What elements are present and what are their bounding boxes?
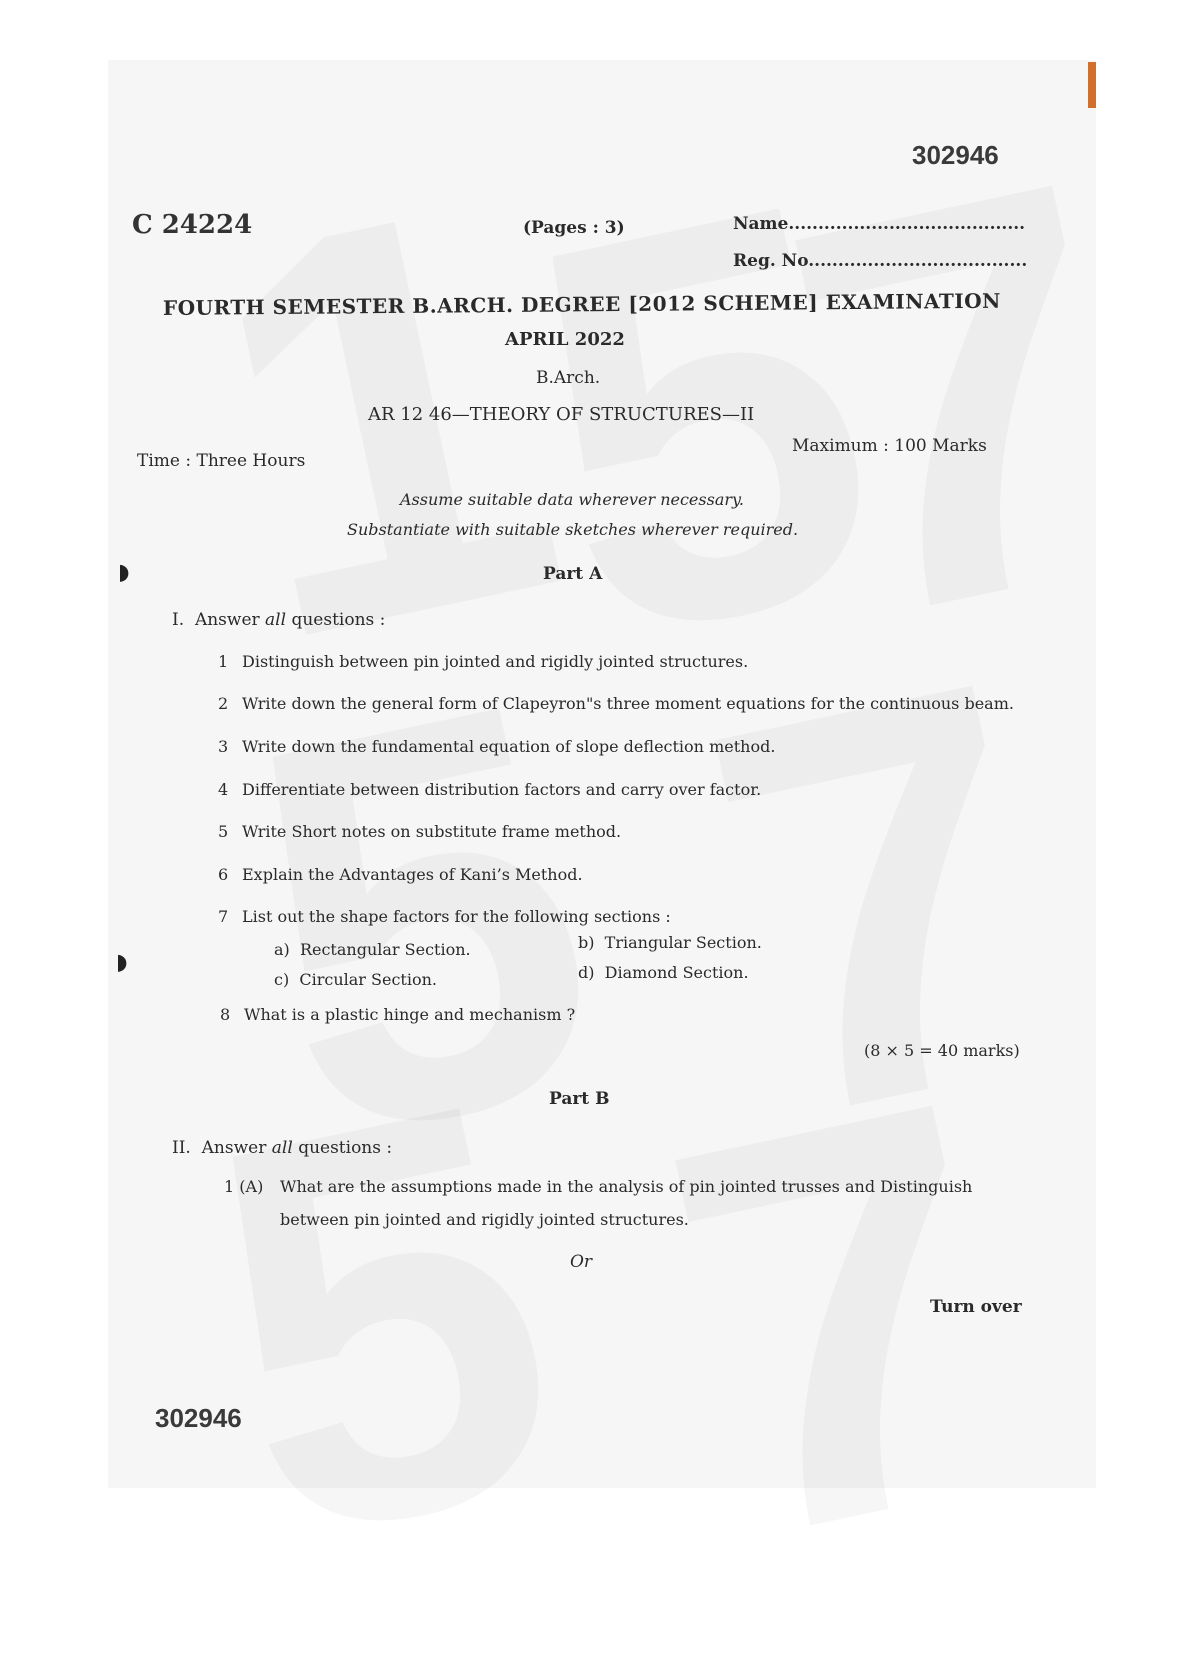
- punch-hole-mark: ◗: [118, 560, 130, 585]
- time-allowed: Time : Three Hours: [137, 451, 306, 471]
- program: B.Arch.: [536, 368, 601, 388]
- subject-title: AR 12 46—THEORY OF STRUCTURES—II: [368, 404, 755, 425]
- paper-code: C 24224: [132, 210, 253, 240]
- watermark: [168, 80, 1068, 1460]
- part-b-instruction: II. Answer all questions :: [172, 1138, 393, 1158]
- question-1a: 1 (A) What are the assumptions made in the analysis of pin jointed trusses and Distinguish: [224, 1177, 973, 1196]
- question-1a-continued: between pin jointed and rigidly jointed structures.: [280, 1210, 689, 1229]
- question: 5 Write Short notes on substitute frame method.: [218, 822, 622, 841]
- reg-no-field: Reg. No.....................................: [733, 251, 1028, 271]
- serial-number-top: 302946: [912, 140, 999, 170]
- instruction-2: Substantiate with suitable sketches wherever required.: [347, 520, 799, 539]
- instruction-1: Assume suitable data wherever necessary.: [400, 490, 744, 509]
- question: 1 Distinguish between pin jointed and rigidly jointed structures.: [218, 652, 749, 671]
- question: 2 Write down the general form of Clapeyron"s three moment equations for the continuous beam.: [218, 694, 1014, 713]
- sub-option: a) Rectangular Section.: [274, 940, 471, 959]
- turn-over: Turn over: [930, 1297, 1022, 1317]
- punch-hole-mark: ◗: [116, 950, 128, 975]
- maximum-marks: Maximum : 100 Marks: [792, 436, 987, 456]
- page-count: (Pages : 3): [523, 218, 625, 238]
- scan-edge-strip: [1088, 62, 1096, 108]
- part-a-marks: (8 × 5 = 40 marks): [864, 1041, 1020, 1060]
- sub-option: c) Circular Section.: [274, 970, 437, 989]
- sub-option: b) Triangular Section.: [578, 933, 762, 952]
- sub-option: d) Diamond Section.: [578, 963, 749, 982]
- question: 8 What is a plastic hinge and mechanism ?: [220, 1005, 576, 1024]
- exam-title: FOURTH SEMESTER B.ARCH. DEGREE [2012 SCHEME] EXAMINATION: [162, 288, 1001, 320]
- part-b-heading: Part B: [549, 1089, 610, 1109]
- exam-month: APRIL 2022: [505, 329, 625, 350]
- exam-sheet: [108, 60, 1096, 1488]
- part-a-instruction: I. Answer all questions :: [172, 610, 386, 630]
- question: 3 Write down the fundamental equation of slope deflection method.: [218, 737, 776, 756]
- question: 4 Differentiate between distribution factors and carry over factor.: [218, 780, 762, 799]
- serial-number-bottom: 302946: [155, 1403, 242, 1433]
- or-separator: Or: [570, 1252, 593, 1272]
- name-field: Name........................................: [733, 214, 1026, 234]
- part-a-heading: Part A: [543, 564, 603, 584]
- question: 7 List out the shape factors for the following sections :: [218, 907, 671, 926]
- question: 6 Explain the Advantages of Kani’s Method.: [218, 865, 583, 884]
